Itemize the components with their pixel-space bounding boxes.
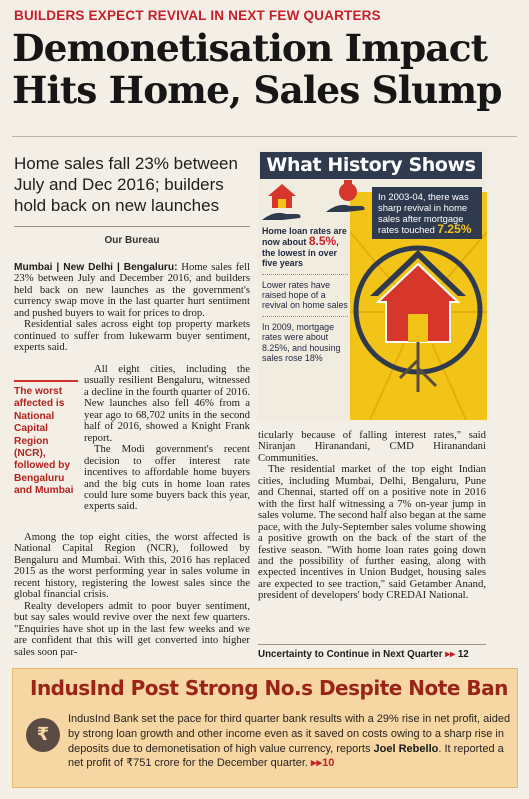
article-column-1-narrow — [84, 364, 250, 513]
paragraph: The residential market of the top eight Indian cities, including Mumbai, Delhi, Bengaluru, Pune and Chennai, started off on a positive note in 2016 with the first half witnessing a 7% on-year jump in sales volume. The second half also began at the same pace, with the July-September sales volume showing a positive growth on the back of the start of the festive season. "With home loan rates going down and the possibility of further easing, along with expected incentives in Union Budget, housing sales are expected to see traction," said Getamber Anand, president of developers' body CREDAI National. — [258, 463, 486, 602]
divider — [12, 136, 517, 137]
paragraph: ticularly because of falling interest rates," said Niranjan Hiranandani, CMD Hiranandani Communities. — [258, 429, 486, 464]
rupee-icon: ₹ — [26, 718, 60, 752]
brief-body — [68, 712, 513, 771]
history-point-3: In 2009, mortgage rates were about 8.25%, and housing sales rose 18% — [262, 321, 341, 364]
arrow-icon: ▸▸ — [311, 757, 323, 770]
brief-title: IndusInd Post Strong No.s Despite Note Ban — [30, 676, 508, 700]
brief-text: IndusInd Bank set the pace for third quarter bank results with a 29% rise in net profit, aided by strong loan growth and other income even as it saved on costs owing to a sharp rise in deposits due to demonetisation of high value currency, reports — [68, 713, 511, 755]
deck: Home sales fall 23% between July and Dec 2016; builders hold back on new launches — [14, 154, 238, 215]
point-text: Home loan rates are now about — [262, 226, 347, 248]
reporter-name: Joel Rebello — [373, 742, 439, 755]
paragraph-text: Home sales fell 23% between July and December 2016, and builders held back on new launches as the government's currency swap move in the last quarter hurt sentiment and pushed buyers to wait for prices to drop. — [14, 261, 250, 319]
brief-text: . It reported a net profit of ₹751 crore for the December quarter. — [68, 742, 504, 770]
highlight-text: In 2003-04, there was sharp revival in home sales after mortgage rates touched — [378, 191, 469, 235]
history-points — [262, 226, 348, 363]
byline: Our Bureau — [104, 235, 160, 246]
pull-quote: The worst affected is National Capital Region (NCR), followed by Bengaluru and Mumbai — [14, 380, 78, 498]
paragraph: Realty developers admit to poor buyer sentiment, but say sales would revive over the next few quarters. "Enquiries have shot up in the last few weeks and we are confident that this will get converted into higher sales soon par- — [14, 599, 250, 658]
history-point-2: Lower rates have raised hope of a revival on home sales — [262, 279, 348, 311]
paragraph: All eight cities, including the usually resilient Bengaluru, witnessed a decline in the fourth quarter of 2016. New launches also fell 46% from a year ago to 68,702 units in the second half of 2016, showed a Knight Frank report. — [84, 363, 250, 444]
continue-text: Uncertainty to Continue in Next Quarter — [258, 649, 443, 660]
continue-page: 12 — [457, 649, 469, 660]
history-point-1 — [262, 226, 348, 269]
brief-page: 10 — [322, 757, 335, 770]
paragraph — [14, 262, 250, 319]
article-column-1 — [14, 262, 250, 354]
point-value: 8.5% — [308, 234, 337, 249]
paragraph: Residential sales across eight top property markets continued to suffer from lukewarm buyer sentiment, experts said. — [14, 318, 250, 354]
paragraph: Among the top eight cities, the worst affected is National Capital Region (NCR), followed by Bengaluru and Mumbai. With this, 2016 has replaced 2015 as the worst performing year in sales volume in recent history, registering the lowest sales since the global financial crisis. — [14, 531, 250, 601]
brief-link[interactable] — [311, 757, 334, 769]
continue-link[interactable] — [258, 644, 486, 660]
divider — [262, 316, 348, 317]
paragraph: The Modi government's recent decision to offer interest rate incentives to affordable home buyers and the big cuts in home loan rates could lure some buyers back this year, experts said. — [84, 443, 250, 513]
kicker: BUILDERS EXPECT REVIVAL IN NEXT FEW QUARTERS — [14, 8, 381, 23]
money-bag-in-hand-icon — [326, 178, 370, 218]
highlight-value: 7.25% — [437, 222, 472, 236]
divider — [262, 274, 348, 275]
divider — [14, 226, 250, 227]
point-text: , the lowest in over five years — [262, 237, 339, 269]
headline: Demonetisation Impact Hits Home, Sales Slump — [12, 26, 502, 112]
article-column-1-lower — [14, 532, 250, 658]
house-in-hand-icon — [262, 180, 310, 226]
infobox-title: What History Shows — [260, 152, 482, 179]
history-highlight — [372, 187, 482, 239]
dateline: Mumbai | New Delhi | Bengaluru: — [14, 262, 178, 273]
article-column-2 — [258, 430, 486, 602]
arrow-icon: ▸▸ — [445, 649, 456, 660]
